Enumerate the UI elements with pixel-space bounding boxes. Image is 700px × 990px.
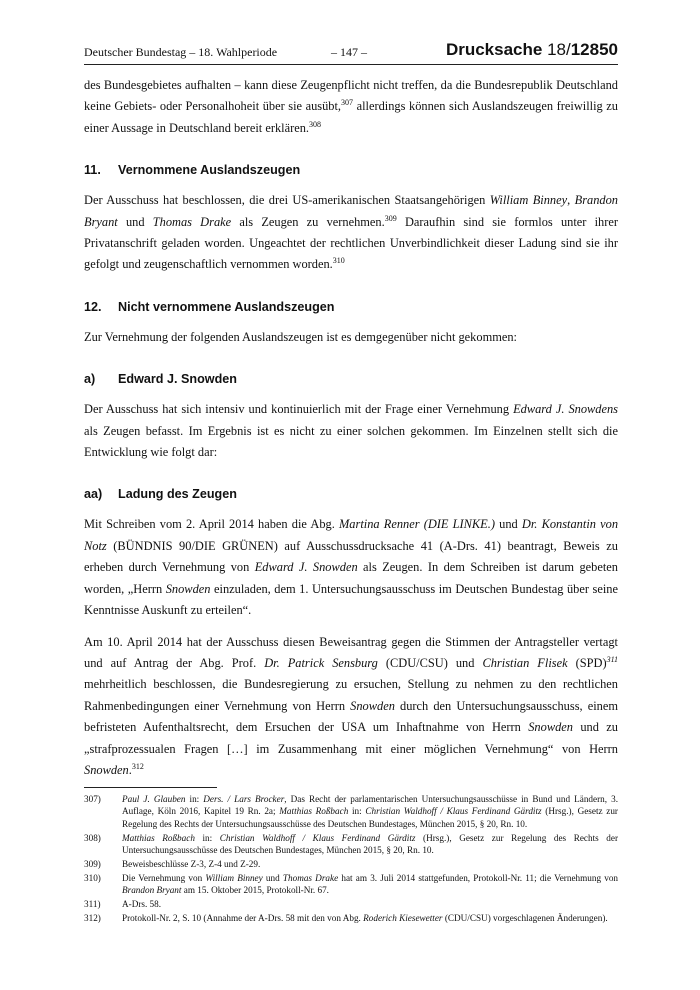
paragraph-4: Mit Schreiben vom 2. April 2014 haben die Abg. Martina Renner (DIE LINKE.) und Dr. Konstantin von Notz (BÜNDNIS 90/DIE GRÜNEN) auf Ausschussdrucksache 41 (A-Drs. 41) beantragt, Beweis zu erheben durch Vernehmung von Edward J. Snowden als Zeugen. In dem Schreiben ist darum gebeten worden, „Herrn Snowden einzuladen, dem 1. Untersuchungsausschuss im Deutschen Bundestag über seine Kenntnisse Auskunft zu erteilen“. <box>84 517 619 618</box>
paragraph-0: des Bundesgebietes aufhalten – kann diese Zeugenpflicht nicht treffen, da die Bundesrepublik Deutschland keine Gebiets- oder Personalhoheit über sie ausübt,$^{307}$ allerdings können sich Auslandszeugen freiwillig zu einer Aussage in Deutschland bereit erklären.$^{308}$ <box>84 78 618 135</box>
footnote-309: 309) Beweisbeschlüsse Z-3, Z-4 und Z-29. <box>84 859 261 870</box>
heading-a: a) Edward J. Snowden <box>84 372 237 387</box>
footnote-ref-309[interactable]: 309 <box>384 213 397 223</box>
footnotes <box>84 793 618 926</box>
page-number: – 147 – <box>331 45 367 59</box>
document-body <box>84 75 618 791</box>
drucksache-number: Drucksache 18/12850 <box>445 40 618 59</box>
heading-11: 11. Vernommene Auslandszeugen <box>84 163 301 178</box>
footnote-310: 310) Die Vernehmung von William Binney und Thomas Drake hat am 3. Juli 2014 stattgefunden, Protokoll-Nr. 11; die Vernehmung von Brandon Bryant am 15. Oktober 2015, Protokoll-Nr. 67. <box>84 872 619 896</box>
heading-aa: aa) Ladung des Zeugen <box>84 487 237 502</box>
page-header <box>84 42 618 65</box>
footnote-312: 312) Protokoll-Nr. 2, S. 10 (Annahme der A-Drs. 58 mit den von Abg. Roderich Kiesewetter (CDU/CSU) vorgeschlagenen Änderungen). <box>84 913 608 924</box>
paragraph-2: Zur Vernehmung der folgenden Auslandszeugen ist es demgegenüber nicht gekommen: <box>84 329 517 344</box>
footnote-307: 307) Paul J. Glauben in: Ders. / Lars Brocker, Das Recht der parlamentarischen Untersuchungsausschüsse in Bund und Ländern, 3. Auflage, Köln 2016, Kapitel 19 Rn. 2a; Matthias Roßbach in: Christian Waldhoff / Klaus Ferdinand Gärditz (Hrsg.), Gesetz zur Regelung des Rechts der Untersuchungsausschüsse des Deutschen Bundestages, München 2015, § 20, Rn. 10. <box>84 794 618 829</box>
footnote-ref-312[interactable]: 312 <box>131 761 144 771</box>
footnote-ref-308[interactable]: 308 <box>309 119 322 129</box>
footnote-ref-307[interactable]: 307 <box>341 98 354 108</box>
footnote-311: 311) A-Drs. 58. <box>84 899 162 910</box>
footnote-separator <box>84 787 217 788</box>
footnote-ref-310[interactable]: 310 <box>332 256 345 266</box>
paragraph-5: Am 10. April 2014 hat der Ausschuss diesen Beweisantrag gegen die Stimmen der Antragsteller vertagt und auf Antrag der Abg. Prof. Dr. Patrick Sensburg (CDU/CSU) und Christian Flisek (SPD)$^{311}$ mehrheitlich beschlossen, die Bundesregierung zu ersuchen, Stellung zu nehmen zu den rechtlichen Rahmenbedingungen einer Vernehmung von Herrn Snowden durch den Untersuchungsausschuss, einem befristeten Aufenthaltsrecht, dem Ersuchen der USA um Inhaftnahme von Herrn Snowden und zu „strafprozessualen Fragen […] im Zusammenhang mit einer möglichen Vernehmung“ von Herrn Snowden.$^{312}$ <box>84 634 618 777</box>
heading-12: 12. Nicht vernommene Auslandszeugen <box>84 299 335 314</box>
footnote-308: 308) Matthias Roßbach in: Christian Waldhoff / Klaus Ferdinand Gärditz (Hrsg.), Gesetz zur Regelung des Rechts der Untersuchungsausschüsse des Deutschen Bundestages, München 2015, § 20, Rn. 10. <box>84 832 619 856</box>
header-periode: Deutscher Bundestag – 18. Wahlperiode <box>84 45 278 59</box>
paragraph-1: Der Ausschuss hat beschlossen, die drei US-amerikanischen Staatsangehörigen William Binney, Brandon Bryant und Thomas Drake als Zeugen zu vernehmen.$^{309}$ Daraufhin sind sie formlos unter ihrer Privatanschrift geladen worden. Ungeachtet der rechtlichen Unverbindlichkeit dieser Ladung sind sie ihr gefolgt und zeugenschaftlich vernommen worden.$^{310}$ <box>84 193 618 272</box>
paragraph-3: Der Ausschuss hat sich intensiv und kontinuierlich mit der Frage einer Vernehmung Edward J. Snowdens als Zeugen befasst. Im Ergebnis ist es nicht zu einer solchen gekommen. Im Einzelnen stellt sich die Entwicklung wie folgt dar: <box>84 402 619 460</box>
footnote-ref-311[interactable]: 311 <box>606 654 618 664</box>
